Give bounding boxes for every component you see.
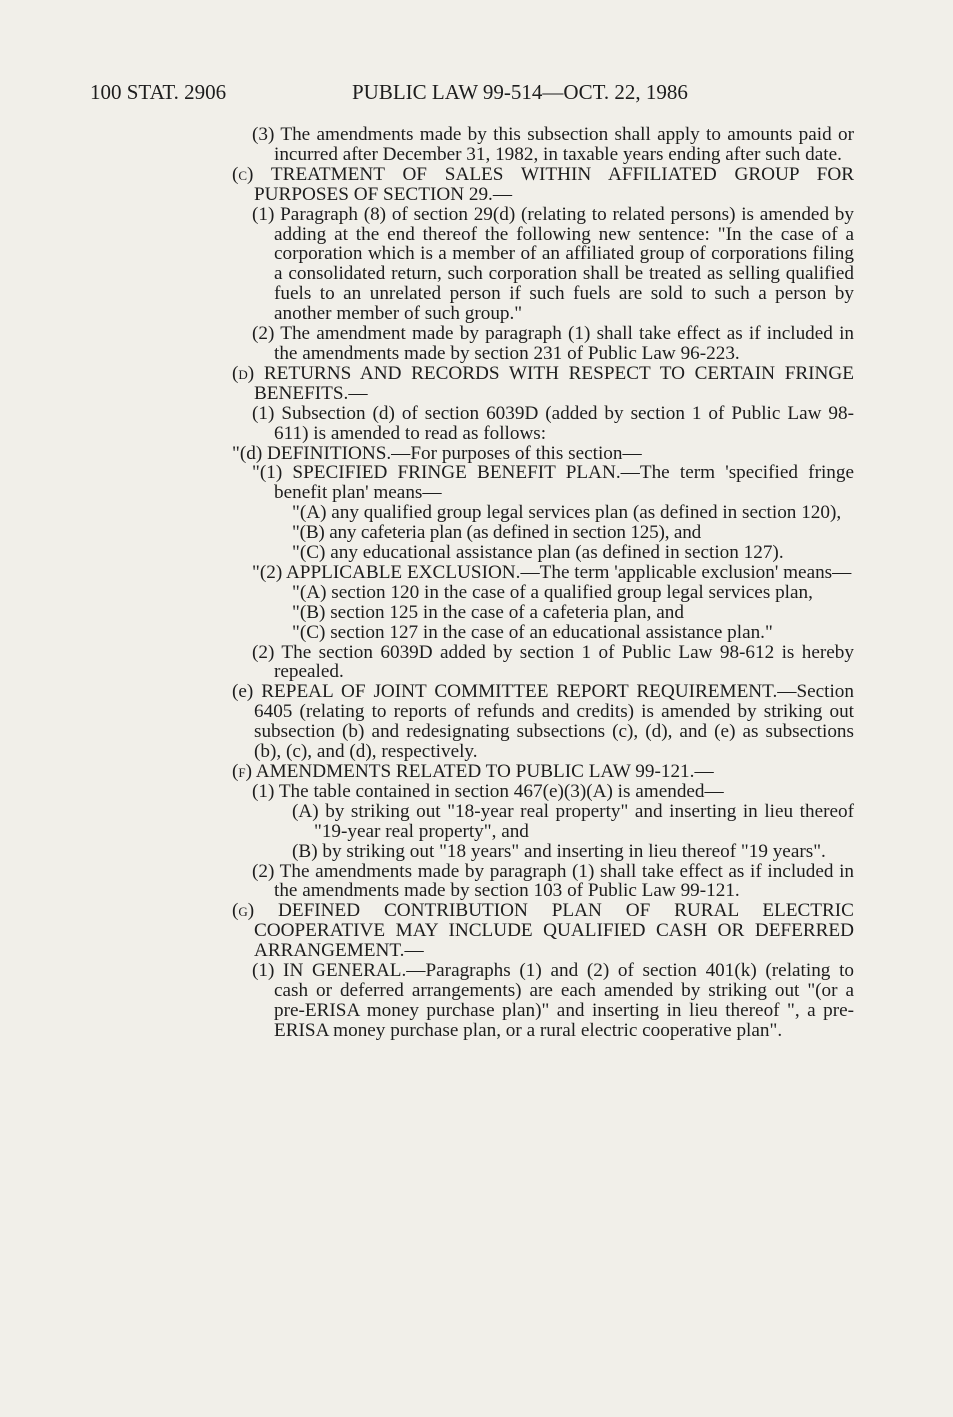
exclusion-item-c: "(C) section 127 in the case of an educational assistance plan." xyxy=(292,621,773,643)
paragraph-f2: (2) The amendments made by paragraph (1) shall take effect as if included in the amendments made by section 103 of Public Law 99-121. xyxy=(252,860,854,902)
statute-page-number: 100 STAT. 2906 xyxy=(90,80,227,104)
heading-subsection-f: (f) AMENDMENTS RELATED TO PUBLIC LAW 99-121.— xyxy=(232,761,714,782)
paragraph-f1-a: (A) by striking out "18-year real property" and inserting in lieu thereof "19-year real property", and xyxy=(292,800,854,842)
page-header xyxy=(90,80,860,108)
paragraph-c2: (2) The amendment made by paragraph (1) shall take effect as if included in the amendments made by section 231 of Public Law 96-223. xyxy=(252,323,854,364)
paragraph-c3-effective-date: (3) The amendments made by this subsection shall apply to amounts paid or incurred after December 31, 1982, in taxable years ending after such date. xyxy=(252,124,854,165)
paragraph-c1: (1) Paragraph (8) of section 29(d) (relating to related persons) is amended by adding at the end thereof the following new sentence: "In the case of a corporation which is a member of an affiliated group of corporations filing a consolidated return, such corporation shall be treated as selling qualified fuels to an unrelated person if such fuels are sold to such a person by another member of such group." xyxy=(252,203,854,325)
definition-item-b: "(B) any cafeteria plan (as defined in section 125), and xyxy=(292,522,701,544)
paragraph-f1: (1) The table contained in section 467(e)(3)(A) is amended— xyxy=(252,780,724,802)
definition-item-a: "(A) any qualified group legal services plan (as defined in section 120), xyxy=(292,502,842,524)
heading-subsection-g: (g) DEFINED CONTRIBUTION PLAN OF RURAL ELECTRIC COOPERATIVE MAY INCLUDE QUALIFIED CASH OR DEFERRED ARRANGEMENT.— xyxy=(232,900,854,962)
heading-subsection-c: (c) TREATMENT OF SALES WITHIN AFFILIATED GROUP FOR PURPOSES OF SECTION 29.— xyxy=(232,163,854,205)
paragraph-f1-b: (B) by striking out "18 years" and inserting in lieu thereof "19 years". xyxy=(292,840,826,862)
definition-item-c: "(C) any educational assistance plan (as defined in section 127). xyxy=(292,542,784,564)
definition-applicable-exclusion: "(2) APPLICABLE EXCLUSION.—The term 'applicable exclusion' means— xyxy=(252,561,852,583)
definitions-lead: "(d) DEFINITIONS.—For purposes of this section— xyxy=(232,442,642,464)
paragraph-g1: (1) IN GENERAL.—Paragraphs (1) and (2) of section 401(k) (relating to cash or deferred arrangements) are each amended by striking out "(or a pre-ERISA money purchase plan)" and inserting in lieu thereof ", a pre-ERISA money purchase plan, or a rural electric cooperative plan". xyxy=(252,960,854,1041)
statute-body xyxy=(232,125,854,1041)
definition-specified-fringe-benefit-plan: "(1) SPECIFIED FRINGE BENEFIT PLAN.—The term 'specified fringe benefit plan' means— xyxy=(252,462,854,504)
paragraph-d1: (1) Subsection (d) of section 6039D (added by section 1 of Public Law 98-611) is amended to read as follows: xyxy=(252,402,854,444)
exclusion-item-b: "(B) section 125 in the case of a cafeteria plan, and xyxy=(292,601,684,623)
exclusion-item-a: "(A) section 120 in the case of a qualified group legal services plan, xyxy=(292,581,813,603)
law-citation-date: PUBLIC LAW 99-514—OCT. 22, 1986 xyxy=(352,80,688,104)
paragraph-d2: (2) The section 6039D added by section 1 of Public Law 98-612 is hereby repealed. xyxy=(252,641,854,683)
heading-subsection-e: (e) REPEAL OF JOINT COMMITTEE REPORT REQUIREMENT.—Section 6405 (relating to reports of refunds and credits) is amended by striking out subsection (b) and redesignating subsections (c), (d), and (e) as subsections (b), (c), and (d), respectively. xyxy=(232,681,854,763)
heading-subsection-d: (d) RETURNS AND RECORDS WITH RESPECT TO CERTAIN FRINGE BENEFITS.— xyxy=(232,362,854,404)
